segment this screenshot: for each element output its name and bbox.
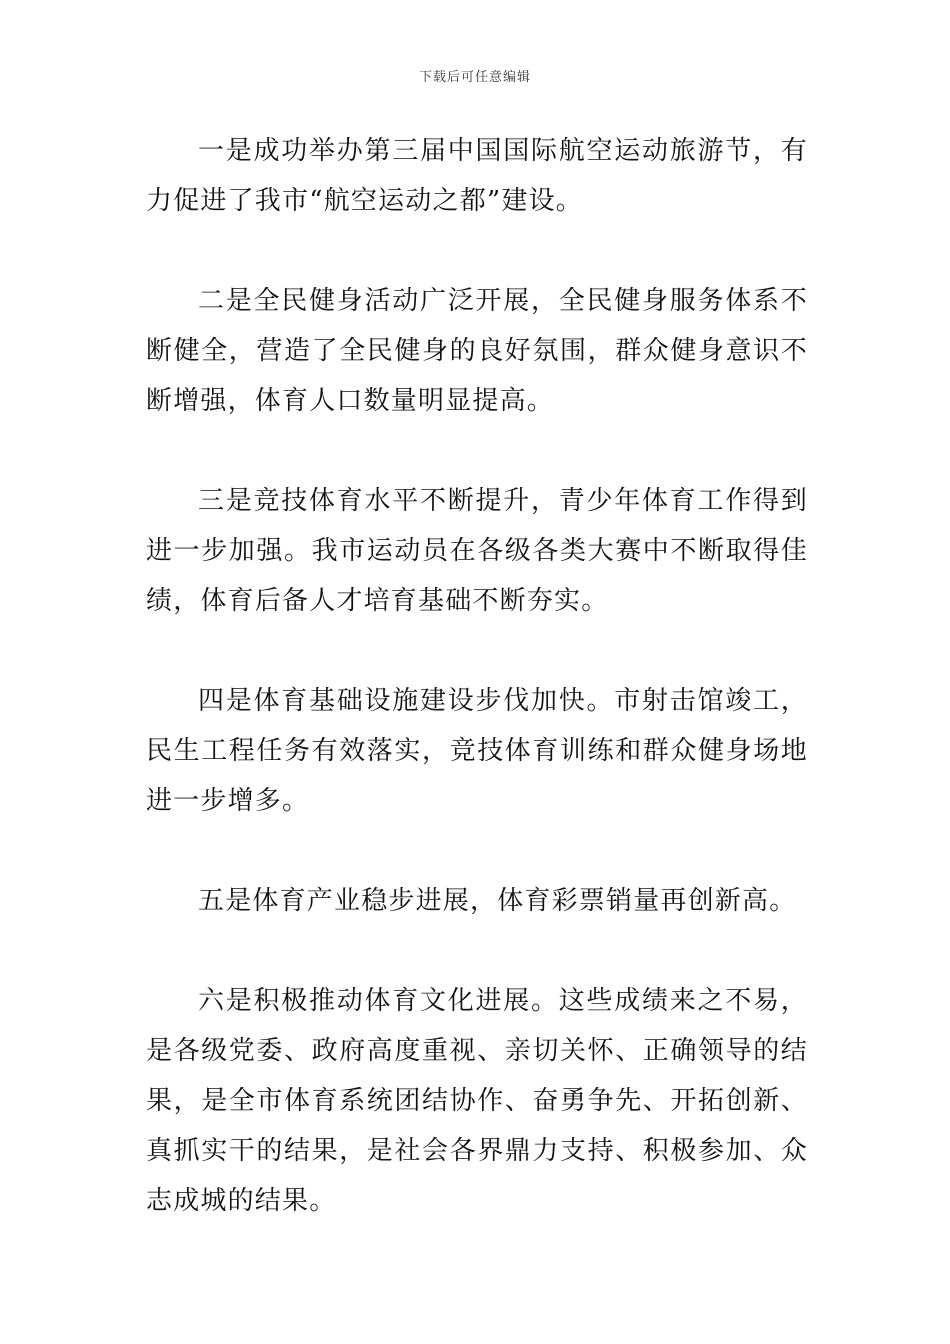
paragraph-3: 三是竞技体育水平不断提升，青少年体育工作得到进一步加强。我市运动员在各级各类大赛中不断取得佳绩，体育后备人才培育基础不断夯实。: [146, 486, 808, 616]
paragraph-4: 四是体育基础设施建设步伐加快。市射击馆竣工，民生工程任务有效落实，竞技体育训练和群众健身场地进一步增多。: [146, 686, 808, 816]
paragraph-1: 一是成功举办第三届中国国际航空运动旅游节，有力促进了我市“航空运动之都”建设。: [146, 136, 808, 216]
paragraph-5: 五是体育产业稳步进展，体育彩票销量再创新高。: [198, 886, 797, 916]
paragraph-2: 二是全民健身活动广泛开展，全民健身服务体系不断健全，营造了全民健身的良好氛围，群众健身意识不断增强，体育人口数量明显提高。: [146, 286, 808, 416]
document-body: [146, 126, 808, 1276]
header-note: 下载后可任意编辑: [418, 70, 531, 85]
paragraph-6: 六是积极推动体育文化进展。这些成绩来之不易，是各级党委、政府高度重视、亲切关怀、正确领导的结果，是全市体育系统团结协作、奋勇争先、开拓创新、真抓实干的结果，是社会各界鼎力支持、积极参加、众志成城的结果。: [146, 986, 808, 1216]
